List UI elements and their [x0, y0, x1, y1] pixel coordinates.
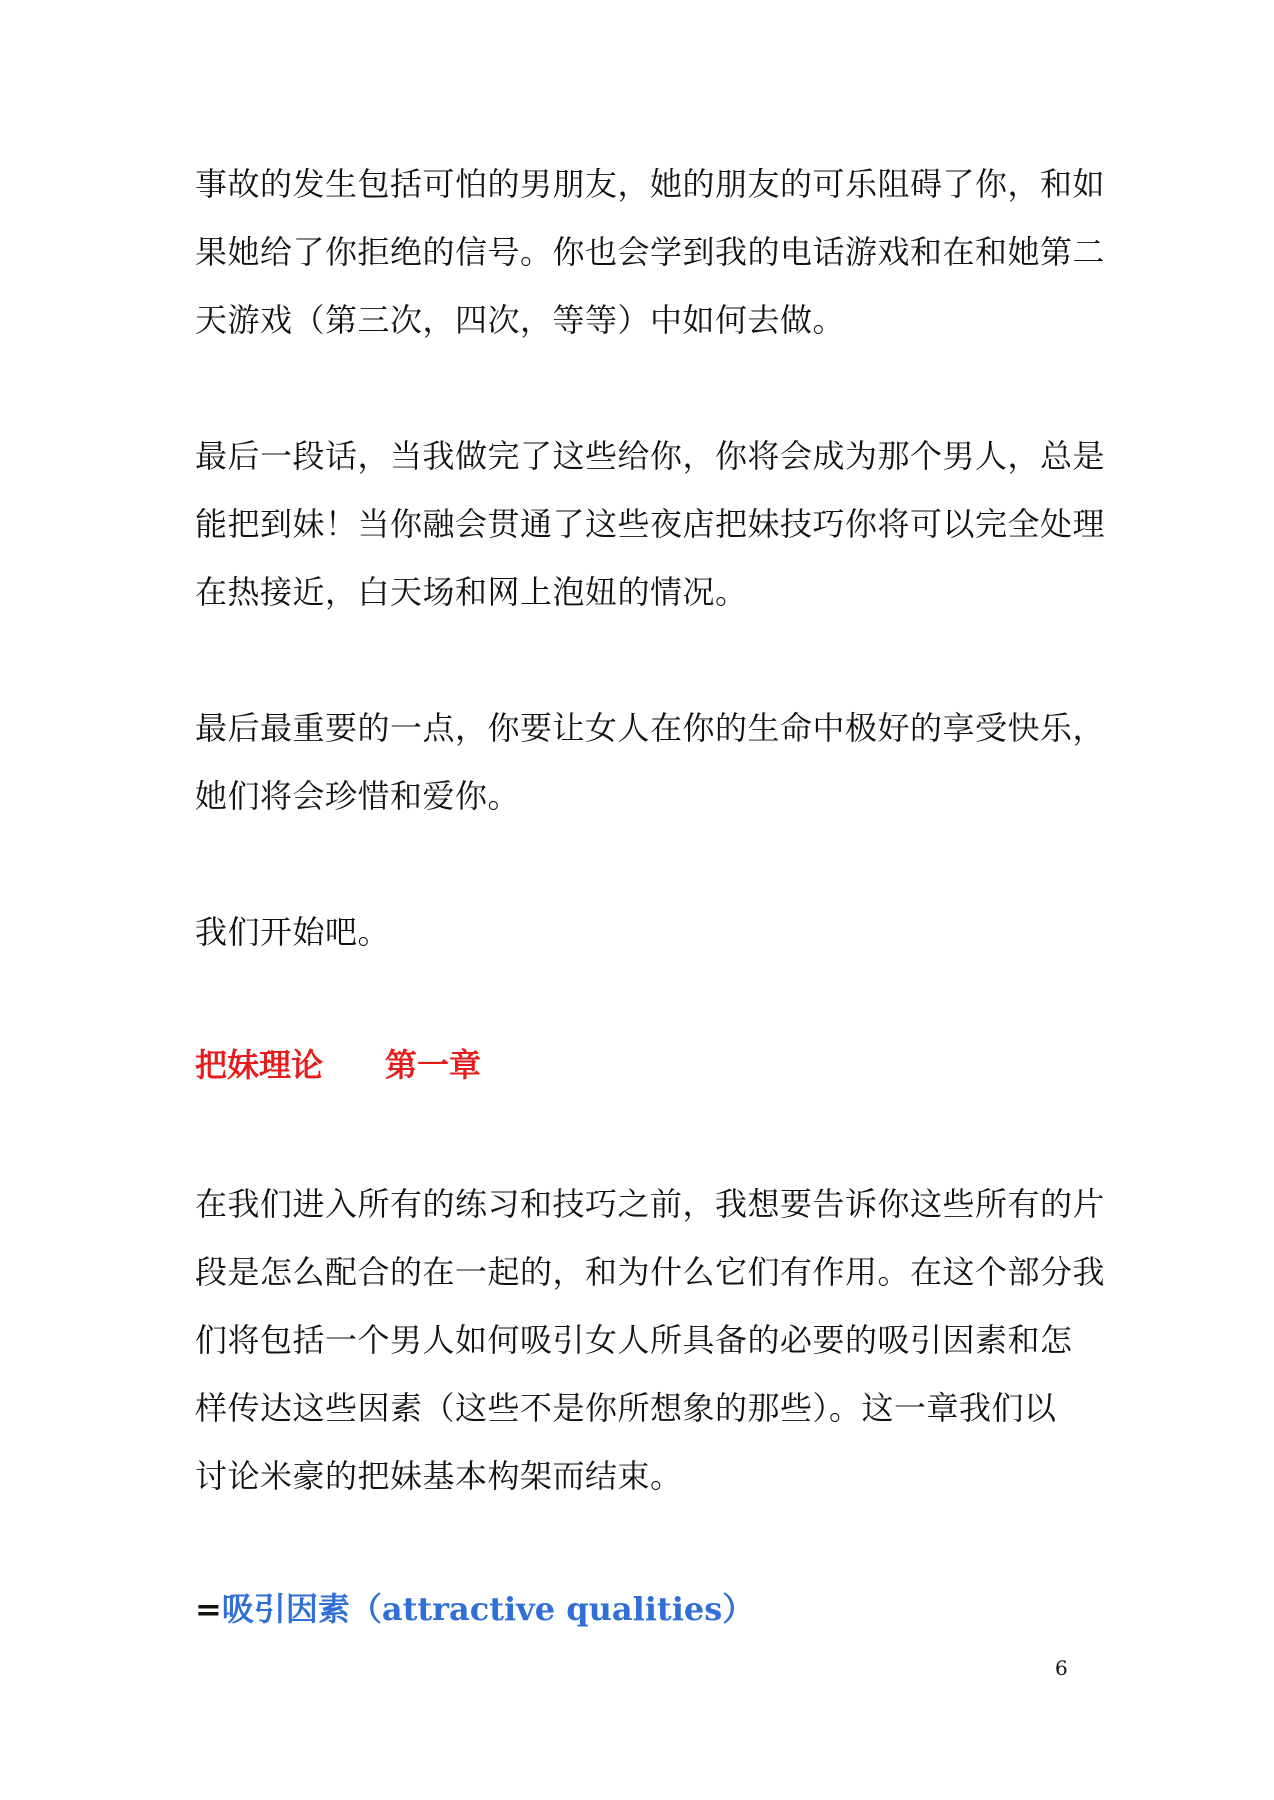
paragraph-lets-begin: [195, 898, 1095, 966]
text-line: 讨论米豪的把妹基本构架而结束。: [195, 1457, 683, 1495]
chapter-part-title: 把妹理论: [195, 1046, 324, 1084]
chapter-number: 第一章: [385, 1046, 482, 1084]
paragraph-chapter-intro: [195, 1170, 1106, 1510]
text-line: 段是怎么配合的在一起的，和为什么它们有作用。在这个部分我: [195, 1253, 1106, 1291]
text-line: 在我们进入所有的练习和技巧之前，我想要告诉你这些所有的片: [195, 1185, 1106, 1223]
text-line: 在热接近，白天场和网上泡妞的情况。: [195, 573, 748, 611]
section-title-chinese: 吸引因素（: [221, 1590, 382, 1628]
text-line: 我们开始吧。: [195, 913, 391, 951]
section-title-english: attractive qualities: [381, 1590, 723, 1628]
page-number: 6: [1055, 1656, 1068, 1680]
section-prefix: =: [195, 1590, 222, 1628]
text-line: 最后一段话，当我做完了这些给你，你将会成为那个男人，总是: [195, 437, 1106, 475]
section-heading: [195, 1584, 754, 1630]
chapter-heading: [195, 1040, 481, 1086]
paragraph-accidents: [195, 150, 1106, 354]
text-line: 能把到妹！当你融会贯通了这些夜店把妹技巧你将可以完全处理: [195, 505, 1106, 543]
text-line: 果她给了你拒绝的信号。你也会学到我的电话游戏和在和她第二: [195, 233, 1106, 271]
text-line: 天游戏（第三次，四次，等等）中如何去做。: [195, 301, 846, 339]
paragraph-most-important: [195, 694, 1106, 830]
paragraph-final-words: [195, 422, 1106, 626]
text-line: 最后最重要的一点，你要让女人在你的生命中极好的享受快乐，: [195, 709, 1106, 747]
text-line: 事故的发生包括可怕的男朋友，她的朋友的可乐阻碍了你，和如: [195, 165, 1106, 203]
text-line: 她们将会珍惜和爱你。: [195, 777, 521, 815]
text-line: 们将包括一个男人如何吸引女人所具备的必要的吸引因素和怎: [195, 1321, 1073, 1359]
section-title-close: ）: [722, 1590, 755, 1628]
text-line: 样传达这些因素（这些不是你所想象的那些）。这一章我们以: [195, 1389, 1057, 1427]
